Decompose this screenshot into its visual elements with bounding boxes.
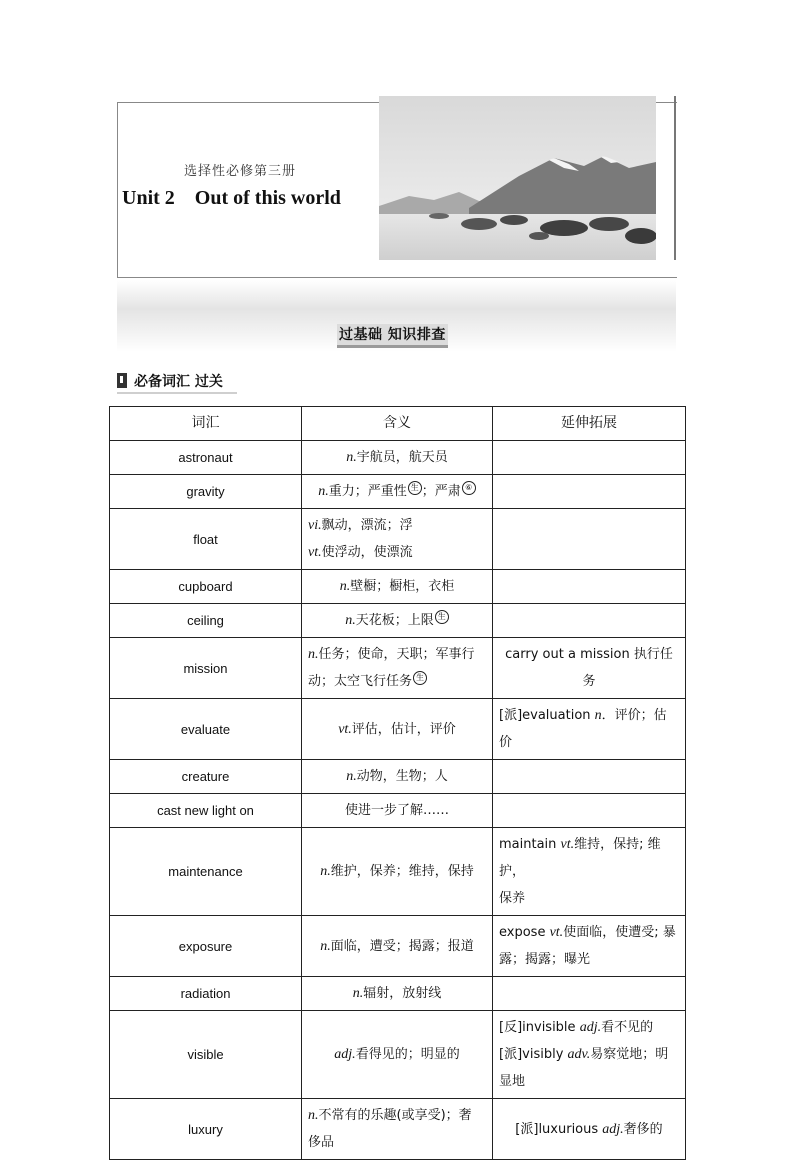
- extension-cell: [493, 1099, 686, 1160]
- meaning-text-2: 动；太空飞行任务: [308, 674, 413, 689]
- section-ribbon: [117, 280, 676, 352]
- extension-cell: [493, 977, 686, 1011]
- meaning-cell: [302, 475, 493, 509]
- meaning-text: 宇航员，航天员: [356, 450, 448, 465]
- table-row: [110, 441, 686, 475]
- meaning-line: [308, 512, 486, 539]
- note-mark: 生: [413, 671, 427, 685]
- extension-line: [499, 831, 679, 885]
- part-of-speech: vi.: [308, 518, 322, 533]
- part-of-speech: n.: [352, 986, 364, 1001]
- table-row: [110, 509, 686, 570]
- extension-cell: [493, 760, 686, 794]
- meaning-cell: [302, 1099, 493, 1160]
- meaning-text: 面临，遭受；揭露；报道: [330, 938, 474, 954]
- part-of-speech: n.: [339, 579, 351, 594]
- section-heading: [117, 370, 237, 394]
- table-row: [110, 794, 686, 828]
- extension-cell: carry out a mission 执行任务: [493, 638, 686, 699]
- part-of-speech: vt.: [338, 721, 352, 737]
- note-mark: 生: [435, 610, 449, 624]
- meaning-cell: [302, 509, 493, 570]
- derivative-prefix: [派]visibly: [499, 1047, 568, 1062]
- extension-line: 保养: [499, 891, 526, 906]
- header-meaning: 含义: [302, 407, 493, 441]
- extension-cell: [493, 699, 686, 760]
- meaning-line: 侈品: [308, 1135, 335, 1150]
- word-cell: mission: [110, 638, 302, 699]
- table-row: [110, 699, 686, 760]
- note-mark: 生: [408, 481, 422, 495]
- unit-title: Unit 2 Out of this world: [122, 187, 341, 209]
- meaning-text: 飘动，漂流；浮: [321, 518, 413, 533]
- meaning-cell: [302, 916, 493, 977]
- derivative-prefix: [派]evaluation: [499, 708, 595, 723]
- part-of-speech: vt.: [308, 545, 322, 560]
- derivative-prefix: expose: [499, 925, 550, 940]
- table-row: [110, 1099, 686, 1160]
- meaning-text-2: 使浮动，使漂流: [321, 545, 413, 560]
- word-cell: visible: [110, 1011, 302, 1099]
- meaning-cell: [302, 760, 493, 794]
- meaning-text: 任务；使命，天职；军事行: [318, 647, 475, 662]
- extension-cell: [493, 794, 686, 828]
- part-of-speech: adv.: [567, 1047, 591, 1062]
- derivative-meaning: ．评价；估价: [499, 708, 667, 750]
- extension-line: 显地: [499, 1074, 526, 1089]
- ribbon-label: 过基础 知识排查: [337, 324, 448, 348]
- meaning-text: 维护，保养；维持，保持: [330, 864, 474, 879]
- meaning-cell: [302, 977, 493, 1011]
- derivative-meaning: 易察觉地；明: [590, 1047, 669, 1062]
- extension-line: [499, 1041, 679, 1068]
- meaning-cell: 使进一步了解……: [302, 794, 493, 828]
- meaning-line: [308, 641, 486, 668]
- meaning-cell: [302, 828, 493, 916]
- extension-cell: [493, 604, 686, 638]
- derivative-meaning: 使面临，使遭受; 暴: [563, 925, 676, 940]
- word-cell: cupboard: [110, 570, 302, 604]
- part-of-speech: n.: [320, 864, 331, 879]
- table-row: [110, 638, 686, 699]
- extension-cell: [493, 916, 686, 977]
- meaning-text: 重力；严重性: [328, 484, 407, 499]
- extension-cell: [493, 441, 686, 475]
- meaning-cell: [302, 570, 493, 604]
- meaning-cell: [302, 1011, 493, 1099]
- meaning-cell: [302, 441, 493, 475]
- part-of-speech: n.: [345, 613, 356, 628]
- table-row: [110, 760, 686, 794]
- table-row: [110, 1011, 686, 1099]
- table-row: [110, 604, 686, 638]
- part-of-speech: vt.: [549, 925, 564, 940]
- extension-cell: [493, 1011, 686, 1099]
- extension-cell: [493, 828, 686, 916]
- word-cell: exposure: [110, 916, 302, 977]
- table-header-row: [110, 407, 686, 441]
- meaning-text: 评估，估计，评价: [351, 721, 456, 737]
- word-cell: evaluate: [110, 699, 302, 760]
- table-row: [110, 977, 686, 1011]
- table-row: [110, 828, 686, 916]
- meaning-text: 天花板；上限: [355, 613, 434, 628]
- meaning-line: [308, 539, 486, 566]
- header-word: 词汇: [110, 407, 302, 441]
- word-cell: astronaut: [110, 441, 302, 475]
- note-mark: ⑥: [462, 481, 476, 495]
- table-row: [110, 475, 686, 509]
- part-of-speech: n.: [320, 938, 331, 954]
- meaning-cell: [302, 699, 493, 760]
- meaning-cell: [302, 604, 493, 638]
- meaning-cell: [302, 638, 493, 699]
- word-cell: float: [110, 509, 302, 570]
- part-of-speech: adj.: [579, 1020, 602, 1035]
- extension-line: 露；揭露；曝光: [499, 952, 591, 967]
- antonym-meaning: 看不见的: [601, 1020, 654, 1035]
- meaning-text: 不常有的乐趣(或享受)；奢: [318, 1108, 472, 1123]
- derivative-meaning: 奢侈的: [623, 1121, 663, 1137]
- extension-cell: [493, 509, 686, 570]
- meaning-line: [308, 1102, 486, 1129]
- meaning-text: 辐射，放射线: [363, 986, 442, 1001]
- meaning-line: [308, 668, 486, 695]
- part-of-speech: vt.: [560, 837, 575, 852]
- part-of-speech: n.: [308, 647, 319, 662]
- meaning-text: 动物，生物；人: [356, 769, 448, 784]
- word-cell: luxury: [110, 1099, 302, 1160]
- word-cell: cast new light on: [110, 794, 302, 828]
- word-cell: maintenance: [110, 828, 302, 916]
- landscape-photo: [379, 96, 656, 260]
- word-cell: ceiling: [110, 604, 302, 638]
- header-extension: 延伸拓展: [493, 407, 686, 441]
- vocabulary-table: [109, 406, 686, 1160]
- meaning-text: 看得见的；明显的: [355, 1047, 460, 1062]
- word-cell: radiation: [110, 977, 302, 1011]
- extension-cell: [493, 570, 686, 604]
- extension-cell: [493, 475, 686, 509]
- extension-line: [499, 919, 679, 946]
- table-row: [110, 570, 686, 604]
- extension-line: [499, 1014, 679, 1041]
- section-title: 必备词汇 过关: [134, 374, 223, 390]
- derivative-prefix: maintain: [499, 837, 561, 852]
- word-cell: creature: [110, 760, 302, 794]
- part-of-speech: n.: [346, 450, 357, 465]
- meaning-text: 壁橱；橱柜，衣柜: [350, 579, 455, 594]
- antonym-prefix: [反]invisible: [499, 1020, 580, 1035]
- part-of-speech: n: [594, 708, 602, 723]
- derivative-meaning: 维持，保持; 维护，: [499, 837, 661, 879]
- word-cell: gravity: [110, 475, 302, 509]
- part-of-speech: n.: [308, 1108, 319, 1123]
- part-of-speech: adj.: [602, 1121, 624, 1137]
- book-subtitle: 选择性必修第三册: [184, 164, 297, 179]
- banner-edge: [674, 96, 676, 260]
- section-marker-icon: [117, 373, 127, 388]
- table-row: [110, 916, 686, 977]
- part-of-speech: adj.: [334, 1047, 356, 1062]
- part-of-speech: n.: [318, 484, 329, 499]
- derivative-prefix: [派]luxurious: [515, 1121, 603, 1137]
- part-of-speech: n.: [346, 769, 357, 784]
- meaning-text-2: ；严肃: [421, 484, 461, 499]
